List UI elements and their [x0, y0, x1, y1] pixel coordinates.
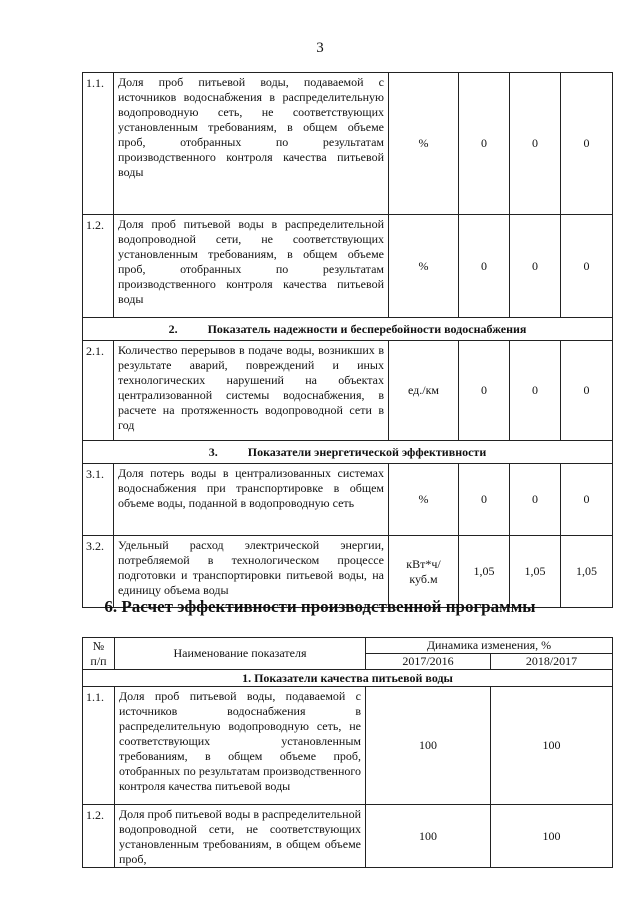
value-cell: 1,05	[561, 536, 613, 608]
section-header-row	[83, 441, 613, 464]
value-cell: 1,05	[459, 536, 510, 608]
value-cell: 0	[561, 464, 613, 536]
value-cell: 0	[510, 341, 561, 441]
table-row	[83, 341, 613, 441]
header-name: Наименование показателя	[115, 638, 366, 670]
indicator-description: Доля проб питьевой воды, подаваемой с источников водоснабжения в распределительную водопроводную сеть, не соответствующих установленным требованиям, в общем объеме проб, отобранных по результатам производственного контроля качества питьевой воды	[114, 73, 389, 215]
row-number: 1.2.	[83, 215, 114, 318]
value-cell: 0	[459, 73, 510, 215]
indicator-description: Доля проб питьевой воды в распределительной водопроводной сети, не соответствующих установленным требованиям, в общем объеме проб,	[115, 805, 366, 868]
row-number: 3.1.	[83, 464, 114, 536]
section-title	[83, 318, 613, 341]
value-cell: 0	[510, 464, 561, 536]
value-cell: 0	[459, 341, 510, 441]
value-cell: 0	[510, 215, 561, 318]
value-cell: 100	[491, 805, 613, 868]
table-row	[83, 464, 613, 536]
row-number: 1.1.	[83, 73, 114, 215]
value-cell: 0	[561, 73, 613, 215]
table-row	[83, 73, 613, 215]
section-title-text: Показатели энергетической эффективности	[247, 444, 487, 459]
section-title-text: Показатель надежности и бесперебойности водоснабжения	[207, 321, 527, 336]
unit-cell: %	[389, 73, 459, 215]
header-year-1: 2017/2016	[366, 654, 491, 670]
row-number: 1.1.	[83, 687, 115, 805]
page-number: 3	[316, 40, 324, 56]
section-heading: 6. Расчет эффективности производственной программы	[104, 597, 536, 616]
value-cell: 100	[491, 687, 613, 805]
section-header-row	[83, 670, 613, 687]
row-number: 1.2.	[83, 805, 115, 868]
indicators-table	[82, 72, 613, 608]
section-number: 2.	[168, 321, 178, 336]
value-cell: 0	[459, 464, 510, 536]
unit-cell: %	[389, 464, 459, 536]
section-title	[83, 441, 613, 464]
value-cell: 1,05	[510, 536, 561, 608]
section-header-row	[83, 318, 613, 341]
value-cell: 0	[510, 73, 561, 215]
efficiency-table	[82, 637, 613, 868]
indicator-description: Доля потерь воды в централизованных системах водоснабжения при транспортировке в общем объеме воды, поданной в водопроводную сеть	[114, 464, 389, 536]
unit-cell: %	[389, 215, 459, 318]
value-cell: 0	[561, 215, 613, 318]
indicator-description: Количество перерывов в подаче воды, возникших в результате аварий, повреждений и иных технологических нарушений на объектах централизованной системы водоснабжения, в расчете на протяженность водопроводной сети в год	[114, 341, 389, 441]
section-title: 1. Показатели качества питьевой воды	[83, 670, 613, 687]
value-cell: 0	[561, 341, 613, 441]
row-number: 3.2.	[83, 536, 114, 608]
unit-cell: ед./км	[389, 341, 459, 441]
header-dynamics: Динамика изменения, %	[366, 638, 613, 654]
indicator-description: Доля проб питьевой воды в распределительной водопроводной сети, не соответствующих установленным требованиям, в общем объеме проб, отобранных по результатам производственного контроля качества питьевой воды	[114, 215, 389, 318]
table-row	[83, 215, 613, 318]
value-cell: 0	[459, 215, 510, 318]
header-year-2: 2018/2017	[491, 654, 613, 670]
indicator-description: Удельный расход электрической энергии, потребляемой в технологическом процессе подготовки и транспортировки питьевой воды, на единицу объема воды	[114, 536, 389, 608]
header-number: № п/п	[83, 638, 115, 670]
value-cell: 100	[366, 805, 491, 868]
value-cell: 100	[366, 687, 491, 805]
table-row	[83, 805, 613, 868]
row-number: 2.1.	[83, 341, 114, 441]
indicator-description: Доля проб питьевой воды, подаваемой с источников водоснабжения в распределительную водопроводную сеть, не соответствующих установленным требованиям, в общем объеме проб, отобранных по результатам производственного контроля качества питьевой воды	[115, 687, 366, 805]
table-header-row	[83, 638, 613, 654]
table-row	[83, 687, 613, 805]
unit-cell: кВт*ч/ куб.м	[389, 536, 459, 608]
section-number: 3.	[208, 444, 218, 459]
